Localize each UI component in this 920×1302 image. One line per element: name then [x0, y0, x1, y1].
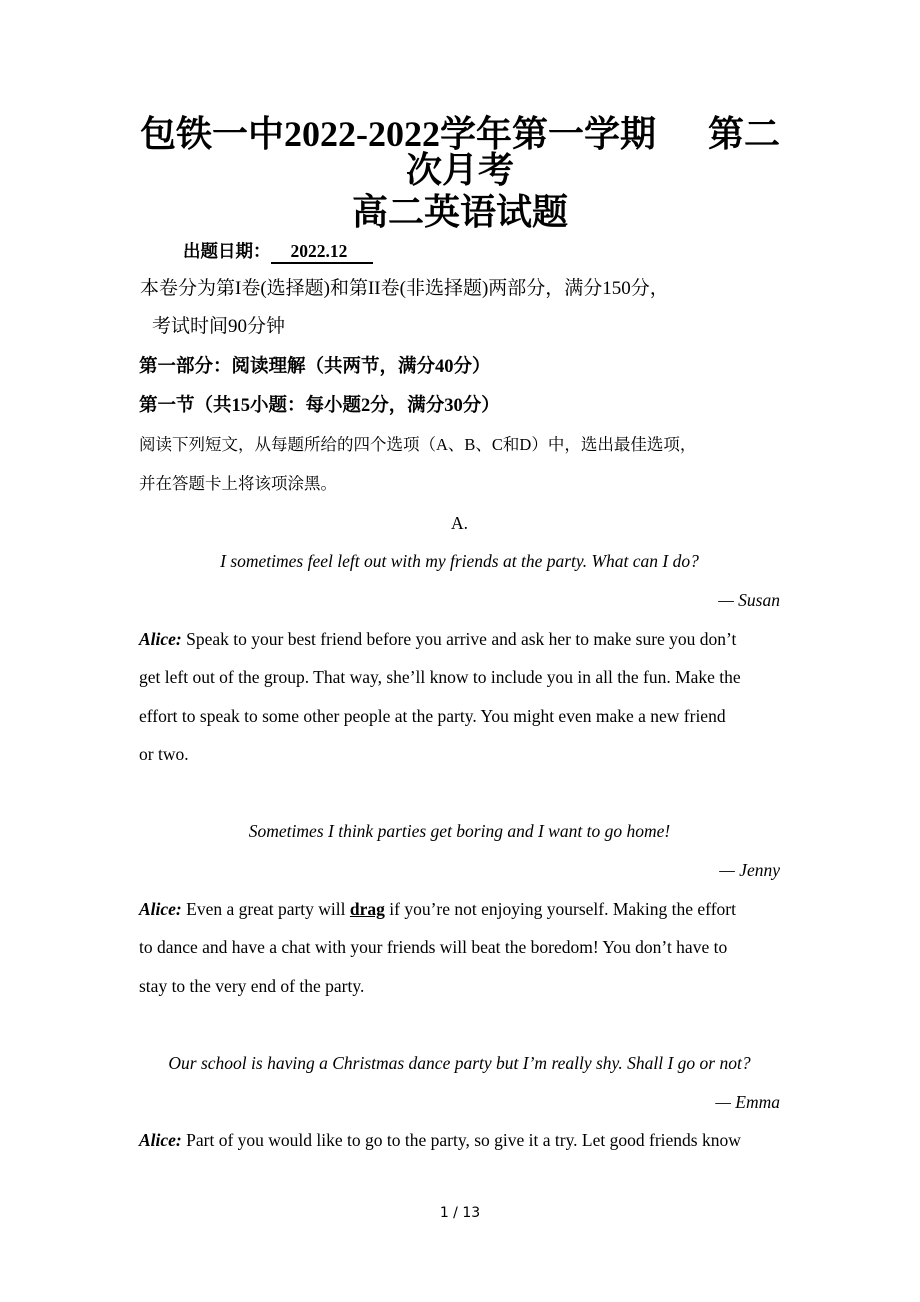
question-emma: Our school is having a Christmas dance party but I’m really shy. Shall I go or not? [168, 1053, 751, 1073]
intro-line-1: 本卷分为第I卷(选择题)和第II卷(非选择题)两部分，满分150分， [140, 278, 669, 299]
part1-heading: 第一部分：阅读理解（共两节，满分40分） [139, 357, 491, 377]
answer-1-line-2: get left out of the group. That way, she’ll know to include you in all the fun. Make the [139, 667, 741, 687]
answer-2-line-3: stay to the very end of the party. [139, 976, 365, 996]
answer-3-line-1 [139, 1128, 789, 1152]
author-susan: — Susan [718, 590, 780, 610]
question-jenny: Sometimes I think parties get boring and I want to go home! [248, 821, 671, 841]
title-line-3: 高二英语试题 [351, 192, 568, 232]
title-line-2: 次月考 [405, 150, 514, 190]
intro-line-2: 考试时间90分钟 [152, 316, 286, 337]
title-text-b: 第二 [707, 114, 780, 154]
speaker-alice: Alice: [139, 1130, 182, 1150]
speaker-alice: Alice: [139, 629, 182, 649]
answer-2-line-1 [139, 897, 789, 921]
page-number: 1 / 13 [439, 1205, 481, 1221]
answer-2-line-2: to dance and have a chat with your friends will beat the boredom! You don’t have to [139, 937, 728, 957]
speaker-alice: Alice: [139, 899, 182, 919]
answer-3-text-1: Part of you would like to go to the party, so give it a try. Let good friends know [181, 1130, 741, 1150]
answer-2-text-pre: Even a great party will [181, 899, 350, 919]
underlined-word-drag: drag [349, 899, 385, 919]
answer-1-text-1: Speak to your best friend before you arrive and ask her to make sure you don’t [181, 629, 737, 649]
answer-1-line-3: effort to speak to some other people at the party. You might even make a new friend [139, 706, 726, 726]
instruction-line-2: 并在答题卡上将该项涂黑。 [139, 474, 337, 493]
author-jenny: — Jenny [719, 860, 780, 880]
title-text-a: 包铁一中2022-2022学年第一学期 [139, 114, 656, 154]
instruction-line-1: 阅读下列短文，从每题所给的四个选项（A、B、C和D）中，选出最佳选项， [139, 435, 697, 454]
section1-heading: 第一节（共15小题：每小题2分，满分30分） [139, 396, 500, 416]
date-value: 2022.12 [271, 240, 374, 264]
answer-1-line-1 [139, 627, 789, 651]
passage-label: A. [450, 513, 468, 533]
answer-2-text-post: if you’re not enjoying yourself. Making the effort [384, 899, 736, 919]
author-emma: — Emma [715, 1092, 780, 1112]
date-label: 出题日期： [183, 241, 271, 261]
answer-1-line-4: or two. [139, 744, 189, 764]
question-susan: I sometimes feel left out with my friends at the party. What can I do? [220, 551, 699, 571]
date-line [183, 239, 833, 264]
